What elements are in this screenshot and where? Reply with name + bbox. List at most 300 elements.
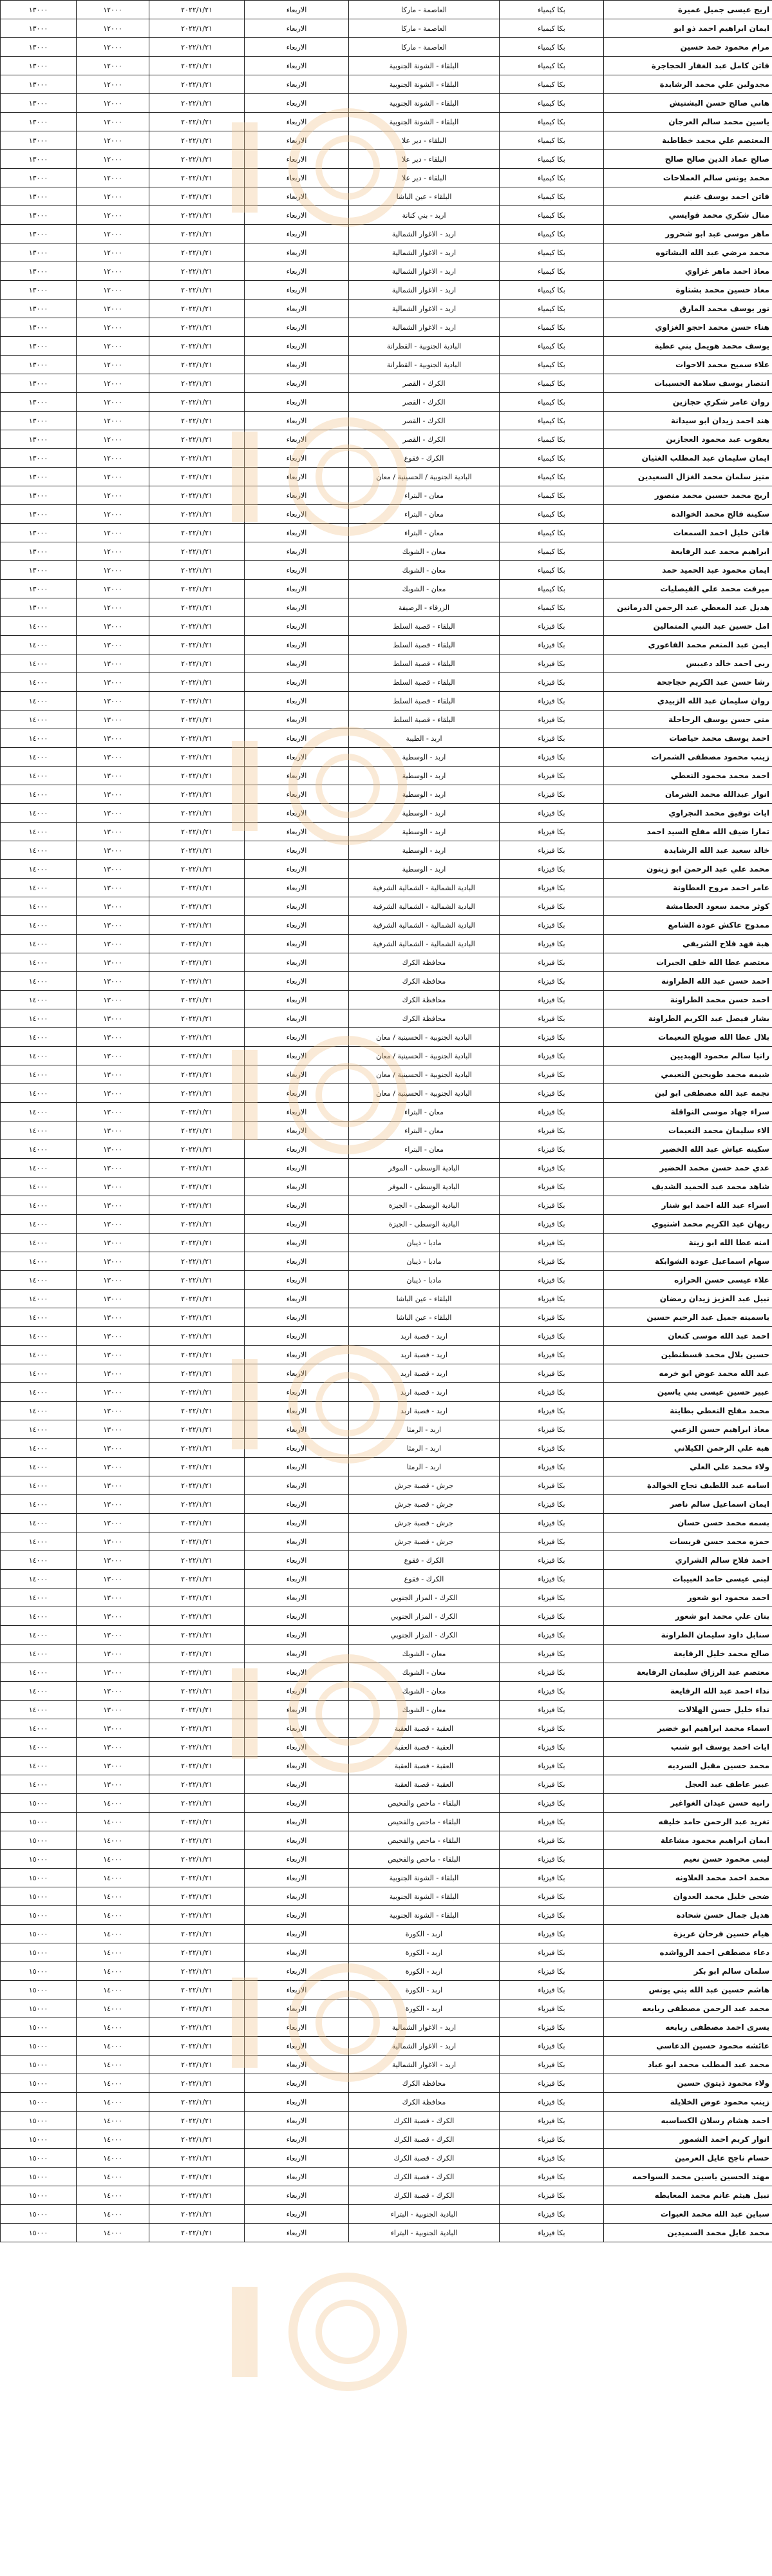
cell-start-time: ١٣٠٠٠ (77, 1196, 149, 1215)
table-row (1, 1682, 772, 1701)
cell-date: ٢٠٢٢/١/٢١ (149, 206, 245, 225)
table-row (1, 972, 772, 991)
cell-end-time: ١٣٠٠٠ (1, 318, 77, 337)
cell-subject: بكا فيزياء (500, 2130, 604, 2149)
cell-day: الاربعاء (245, 1383, 349, 1402)
cell-subject: بكا فيزياء (500, 1420, 604, 1439)
cell-date: ٢٠٢٢/١/٢١ (149, 1532, 245, 1551)
cell-name: محمد عبد المطلب محمد ابو عباد (604, 2056, 772, 2074)
cell-day: الاربعاء (245, 2224, 349, 2242)
cell-name: ايمان سليمان عبد المطلب الغثيان (604, 449, 772, 468)
cell-date: ٢٠٢٢/١/٢١ (149, 113, 245, 131)
cell-name: ولاء محمد علي العلي (604, 1458, 772, 1476)
table-row (1, 300, 772, 318)
cell-end-time: ١٤٠٠٠ (1, 1757, 77, 1775)
cell-subject: بكا فيزياء (500, 1869, 604, 1887)
table-row (1, 262, 772, 281)
cell-location: البادية الشمالية - الشمالية الشرقية (349, 879, 500, 897)
cell-end-time: ١٣٠٠٠ (1, 486, 77, 505)
cell-date: ٢٠٢٢/١/٢١ (149, 1420, 245, 1439)
cell-name: احمد فلاح سالم الشراري (604, 1551, 772, 1570)
cell-date: ٢٠٢٢/١/٢١ (149, 673, 245, 692)
cell-name: يعقوب عبد محمود العجازين (604, 430, 772, 449)
cell-start-time: ١٤٠٠٠ (77, 2168, 149, 2186)
cell-end-time: ١٥٠٠٠ (1, 1943, 77, 1962)
cell-subject: بكا كيمياء (500, 449, 604, 468)
cell-start-time: ١٣٠٠٠ (77, 1234, 149, 1252)
cell-subject: بكا فيزياء (500, 1794, 604, 1813)
cell-end-time: ١٤٠٠٠ (1, 785, 77, 804)
cell-end-time: ١٤٠٠٠ (1, 860, 77, 879)
cell-end-time: ١٤٠٠٠ (1, 1140, 77, 1159)
cell-start-time: ١٣٠٠٠ (77, 916, 149, 935)
cell-end-time: ١٤٠٠٠ (1, 1551, 77, 1570)
cell-day: الاربعاء (245, 1589, 349, 1607)
cell-date: ٢٠٢٢/١/٢١ (149, 654, 245, 673)
table-row (1, 2112, 772, 2130)
table-row (1, 1607, 772, 1626)
cell-location: البلقاء - الشونة الجنوبية (349, 1887, 500, 1906)
cell-end-time: ١٣٠٠٠ (1, 38, 77, 57)
cell-end-time: ١٥٠٠٠ (1, 1813, 77, 1831)
cell-name: عدي حمد حسن محمد الحضير (604, 1159, 772, 1178)
cell-date: ٢٠٢٢/١/٢١ (149, 580, 245, 598)
cell-day: الاربعاء (245, 1551, 349, 1570)
cell-start-time: ١٣٠٠٠ (77, 1645, 149, 1663)
cell-start-time: ١٢٠٠٠ (77, 468, 149, 486)
cell-end-time: ١٤٠٠٠ (1, 692, 77, 711)
table-row (1, 2186, 772, 2205)
cell-subject: بكا كيمياء (500, 150, 604, 169)
cell-location: مادبا - ذيبان (349, 1271, 500, 1290)
cell-name: يسرى احمد مصطفى ربابعه (604, 2018, 772, 2037)
cell-subject: بكا كيمياء (500, 206, 604, 225)
cell-end-time: ١٤٠٠٠ (1, 1364, 77, 1383)
cell-start-time: ١٢٠٠٠ (77, 187, 149, 206)
cell-start-time: ١٣٠٠٠ (77, 1607, 149, 1626)
cell-start-time: ١٣٠٠٠ (77, 1439, 149, 1458)
cell-location: معان - البتراء (349, 1103, 500, 1121)
cell-date: ٢٠٢٢/١/٢١ (149, 1589, 245, 1607)
cell-location: البادية الشمالية - الشمالية الشرقية (349, 897, 500, 916)
table-row (1, 468, 772, 486)
table-row (1, 1346, 772, 1364)
cell-day: الاربعاء (245, 169, 349, 187)
cell-day: الاربعاء (245, 113, 349, 131)
cell-start-time: ١٤٠٠٠ (77, 1831, 149, 1850)
cell-date: ٢٠٢٢/١/٢١ (149, 262, 245, 281)
table-row (1, 1925, 772, 1943)
cell-day: الاربعاء (245, 1925, 349, 1943)
cell-date: ٢٠٢٢/١/٢١ (149, 841, 245, 860)
cell-date: ٢٠٢٢/١/٢١ (149, 243, 245, 262)
cell-name: هديل جمال حسن شحادة (604, 1906, 772, 1925)
table-row (1, 1850, 772, 1869)
cell-date: ٢٠٢٢/١/٢١ (149, 356, 245, 374)
cell-name: نور يوسف محمد المارق (604, 300, 772, 318)
table-row (1, 94, 772, 113)
cell-end-time: ١٤٠٠٠ (1, 1402, 77, 1420)
table-row (1, 356, 772, 374)
table-row (1, 1420, 772, 1439)
cell-day: الاربعاء (245, 636, 349, 654)
cell-subject: بكا كيمياء (500, 262, 604, 281)
cell-name: عائشه محمود حسين الدعاسي (604, 2037, 772, 2056)
cell-date: ٢٠٢٢/١/٢١ (149, 169, 245, 187)
cell-location: العقبة - قصبة العقبة (349, 1775, 500, 1794)
cell-name: ايات توفيق محمد النجراوي (604, 804, 772, 823)
cell-name: بشار فيصل عبد الكريم الطراونة (604, 1009, 772, 1028)
cell-day: الاربعاء (245, 1495, 349, 1514)
cell-date: ٢٠٢٢/١/٢١ (149, 187, 245, 206)
cell-name: مجدولين علي محمد الرشايدة (604, 75, 772, 94)
cell-location: اربد - بني كنانة (349, 206, 500, 225)
cell-subject: بكا كيمياء (500, 113, 604, 131)
cell-location: اربد - الاغوار الشمالية (349, 281, 500, 300)
cell-location: البلقاء - الشونة الجنوبية (349, 75, 500, 94)
cell-location: البلقاء - ماحص والفحيص (349, 1850, 500, 1869)
cell-day: الاربعاء (245, 356, 349, 374)
cell-subject: بكا فيزياء (500, 1626, 604, 1645)
cell-location: البادية الجنوبية - الحسينية / معان (349, 1065, 500, 1084)
cell-name: رانيا سالم محمود الهبديين (604, 1047, 772, 1065)
cell-location: العقبة - قصبة العقبة (349, 1719, 500, 1738)
cell-day: الاربعاء (245, 243, 349, 262)
table-row (1, 1532, 772, 1551)
cell-day: الاربعاء (245, 505, 349, 524)
cell-day: الاربعاء (245, 1626, 349, 1645)
cell-start-time: ١٣٠٠٠ (77, 1252, 149, 1271)
cell-start-time: ١٢٠٠٠ (77, 169, 149, 187)
cell-name: ريهان عبد الكريم محمد اشتيوي (604, 1215, 772, 1234)
cell-subject: بكا فيزياء (500, 2112, 604, 2130)
cell-end-time: ١٥٠٠٠ (1, 2112, 77, 2130)
cell-name: هديل عبد المعطي عبد الرحمن الدرمانين (604, 598, 772, 617)
cell-subject: بكا فيزياء (500, 2205, 604, 2224)
cell-date: ٢٠٢٢/١/٢١ (149, 1757, 245, 1775)
cell-date: ٢٠٢٢/١/٢١ (149, 692, 245, 711)
cell-subject: بكا فيزياء (500, 897, 604, 916)
cell-name: علاء سميح محمد الاحوات (604, 356, 772, 374)
cell-subject: بكا فيزياء (500, 2149, 604, 2168)
cell-end-time: ١٣٠٠٠ (1, 561, 77, 580)
cell-end-time: ١٥٠٠٠ (1, 2224, 77, 2242)
cell-day: الاربعاء (245, 1290, 349, 1308)
cell-subject: بكا كيمياء (500, 318, 604, 337)
cell-location: اربد - الكورة (349, 1962, 500, 1981)
table-row (1, 542, 772, 561)
cell-end-time: ١٤٠٠٠ (1, 1626, 77, 1645)
cell-name: عبد الله محمد عوض ابو خرمه (604, 1364, 772, 1383)
cell-start-time: ١٤٠٠٠ (77, 2074, 149, 2093)
cell-day: الاربعاء (245, 337, 349, 356)
cell-location: البادية الوسطى - الجيزة (349, 1215, 500, 1234)
cell-subject: بكا فيزياء (500, 1196, 604, 1215)
cell-day: الاربعاء (245, 1065, 349, 1084)
cell-day: الاربعاء (245, 1887, 349, 1906)
cell-start-time: ١٢٠٠٠ (77, 505, 149, 524)
cell-name: معاذ ابراهيم حسن الزعبي (604, 1420, 772, 1439)
cell-date: ٢٠٢٢/١/٢١ (149, 1196, 245, 1215)
cell-date: ٢٠٢٢/١/٢١ (149, 430, 245, 449)
cell-location: اربد - الاغوار الشمالية (349, 300, 500, 318)
cell-start-time: ١٢٠٠٠ (77, 19, 149, 38)
cell-location: اربد - الرمثا (349, 1439, 500, 1458)
cell-name: اريج محمد حسين محمد منصور (604, 486, 772, 505)
cell-location: اربد - الاغوار الشمالية (349, 2018, 500, 2037)
cell-subject: بكا كيمياء (500, 505, 604, 524)
cell-day: الاربعاء (245, 841, 349, 860)
cell-start-time: ١٢٠٠٠ (77, 57, 149, 75)
cell-start-time: ١٣٠٠٠ (77, 654, 149, 673)
cell-day: الاربعاء (245, 767, 349, 785)
table-row (1, 1252, 772, 1271)
cell-end-time: ١٥٠٠٠ (1, 2205, 77, 2224)
cell-day: الاربعاء (245, 468, 349, 486)
table-row (1, 206, 772, 225)
cell-start-time: ١٣٠٠٠ (77, 1215, 149, 1234)
cell-date: ٢٠٢٢/١/٢١ (149, 2112, 245, 2130)
cell-date: ٢٠٢٢/١/٢١ (149, 1794, 245, 1813)
cell-end-time: ١٣٠٠٠ (1, 113, 77, 131)
cell-location: البلقاء - قصبة السلط (349, 636, 500, 654)
table-row (1, 748, 772, 767)
cell-name: مهند الحسين ياسين محمد السواحمه (604, 2168, 772, 2186)
table-row (1, 1196, 772, 1215)
cell-end-time: ١٥٠٠٠ (1, 1850, 77, 1869)
table-row (1, 150, 772, 169)
table-row (1, 1215, 772, 1234)
cell-day: الاربعاء (245, 1645, 349, 1663)
cell-date: ٢٠٢٢/١/٢١ (149, 505, 245, 524)
table-row (1, 1589, 772, 1607)
watermark-emblem (232, 2277, 402, 2387)
table-row (1, 2018, 772, 2037)
cell-subject: بكا فيزياء (500, 1047, 604, 1065)
cell-end-time: ١٣٠٠٠ (1, 187, 77, 206)
cell-day: الاربعاء (245, 1962, 349, 1981)
cell-end-time: ١٤٠٠٠ (1, 1663, 77, 1682)
cell-location: الكرك - فقوع (349, 1570, 500, 1589)
table-row (1, 1887, 772, 1906)
cell-location: الكرك - قصبة الكرك (349, 2130, 500, 2149)
cell-end-time: ١٤٠٠٠ (1, 1476, 77, 1495)
cell-date: ٢٠٢٢/١/٢١ (149, 2168, 245, 2186)
cell-subject: بكا كيمياء (500, 393, 604, 412)
cell-end-time: ١٥٠٠٠ (1, 2018, 77, 2037)
cell-day: الاربعاء (245, 1701, 349, 1719)
cell-subject: بكا فيزياء (500, 1701, 604, 1719)
cell-location: اربد - قصبة اربد (349, 1346, 500, 1364)
cell-start-time: ١٤٠٠٠ (77, 1962, 149, 1981)
cell-location: البلقاء - عين الباشا (349, 1308, 500, 1327)
cell-day: الاربعاء (245, 598, 349, 617)
cell-end-time: ١٤٠٠٠ (1, 841, 77, 860)
cell-day: الاربعاء (245, 2205, 349, 2224)
cell-start-time: ١٣٠٠٠ (77, 1047, 149, 1065)
cell-subject: بكا فيزياء (500, 1327, 604, 1346)
cell-subject: بكا فيزياء (500, 2074, 604, 2093)
table-row (1, 711, 772, 729)
cell-subject: بكا فيزياء (500, 1439, 604, 1458)
cell-start-time: ١٣٠٠٠ (77, 1028, 149, 1047)
cell-subject: بكا فيزياء (500, 1589, 604, 1607)
cell-end-time: ١٥٠٠٠ (1, 1869, 77, 1887)
cell-day: الاربعاء (245, 38, 349, 57)
cell-day: الاربعاء (245, 1196, 349, 1215)
cell-name: فاتن كامل عبد الغفار الحجاجرة (604, 57, 772, 75)
cell-subject: بكا فيزياء (500, 1346, 604, 1364)
table-row (1, 1943, 772, 1962)
cell-end-time: ١٤٠٠٠ (1, 1196, 77, 1215)
cell-start-time: ١٣٠٠٠ (77, 1383, 149, 1402)
cell-start-time: ١٤٠٠٠ (77, 2186, 149, 2205)
cell-location: اربد - الرمثا (349, 1458, 500, 1476)
cell-location: الكرك - قصبة الكرك (349, 2149, 500, 2168)
cell-end-time: ١٤٠٠٠ (1, 1028, 77, 1047)
cell-date: ٢٠٢٢/١/٢١ (149, 1682, 245, 1701)
cell-end-time: ١٤٠٠٠ (1, 617, 77, 636)
table-row (1, 1047, 772, 1065)
cell-date: ٢٠٢٢/١/٢١ (149, 711, 245, 729)
cell-start-time: ١٤٠٠٠ (77, 1943, 149, 1962)
cell-location: جرش - قصبة جرش (349, 1495, 500, 1514)
cell-end-time: ١٣٠٠٠ (1, 169, 77, 187)
cell-start-time: ١٤٠٠٠ (77, 2224, 149, 2242)
cell-date: ٢٠٢٢/١/٢١ (149, 1626, 245, 1645)
table-row (1, 1121, 772, 1140)
table-row (1, 953, 772, 972)
cell-end-time: ١٣٠٠٠ (1, 243, 77, 262)
cell-date: ٢٠٢٢/١/٢١ (149, 729, 245, 748)
cell-subject: بكا فيزياء (500, 692, 604, 711)
cell-end-time: ١٥٠٠٠ (1, 1831, 77, 1850)
cell-date: ٢٠٢٢/١/٢١ (149, 1925, 245, 1943)
cell-date: ٢٠٢٢/١/٢١ (149, 38, 245, 57)
cell-location: الكرك - القصر (349, 430, 500, 449)
cell-date: ٢٠٢٢/١/٢١ (149, 1140, 245, 1159)
cell-location: البادية الوسطى - الجيزة (349, 1196, 500, 1215)
table-row (1, 1, 772, 19)
cell-day: الاربعاء (245, 393, 349, 412)
cell-date: ٢٠٢٢/١/٢١ (149, 2037, 245, 2056)
cell-subject: بكا فيزياء (500, 1140, 604, 1159)
table-row (1, 561, 772, 580)
cell-date: ٢٠٢٢/١/٢١ (149, 2186, 245, 2205)
cell-end-time: ١٣٠٠٠ (1, 75, 77, 94)
cell-subject: بكا فيزياء (500, 1962, 604, 1981)
table-row (1, 1178, 772, 1196)
cell-subject: بكا كيمياء (500, 468, 604, 486)
cell-subject: بكا فيزياء (500, 841, 604, 860)
cell-name: محمد مفلح النعطي بطاينة (604, 1402, 772, 1420)
cell-subject: بكا فيزياء (500, 2168, 604, 2186)
cell-subject: بكا فيزياء (500, 1028, 604, 1047)
cell-name: شاهد محمد عبد الحميد الشديف (604, 1178, 772, 1196)
cell-end-time: ١٣٠٠٠ (1, 412, 77, 430)
cell-subject: بكا فيزياء (500, 1570, 604, 1589)
cell-subject: بكا فيزياء (500, 879, 604, 897)
cell-name: ايمان ابراهيم محمود مشاعلة (604, 1831, 772, 1850)
cell-end-time: ١٥٠٠٠ (1, 2168, 77, 2186)
cell-date: ٢٠٢٢/١/٢١ (149, 1103, 245, 1121)
cell-day: الاربعاء (245, 748, 349, 767)
cell-subject: بكا فيزياء (500, 972, 604, 991)
cell-day: الاربعاء (245, 897, 349, 916)
cell-day: الاربعاء (245, 1570, 349, 1589)
cell-name: سلمان سالم ابو بكر (604, 1962, 772, 1981)
cell-subject: بكا فيزياء (500, 1775, 604, 1794)
cell-date: ٢٠٢٢/١/٢١ (149, 1308, 245, 1327)
cell-subject: بكا فيزياء (500, 1065, 604, 1084)
cell-day: الاربعاء (245, 1402, 349, 1420)
cell-date: ٢٠٢٢/١/٢١ (149, 897, 245, 916)
cell-start-time: ١٣٠٠٠ (77, 1476, 149, 1495)
cell-subject: بكا فيزياء (500, 1719, 604, 1738)
cell-name: ولاء محمود ذيتوي حسين (604, 2074, 772, 2093)
cell-date: ٢٠٢٢/١/٢١ (149, 1495, 245, 1514)
cell-start-time: ١٢٠٠٠ (77, 337, 149, 356)
cell-day: الاربعاء (245, 1103, 349, 1121)
cell-start-time: ١٣٠٠٠ (77, 1159, 149, 1178)
cell-start-time: ١٣٠٠٠ (77, 1701, 149, 1719)
cell-end-time: ١٤٠٠٠ (1, 1682, 77, 1701)
cell-day: الاربعاء (245, 542, 349, 561)
cell-day: الاربعاء (245, 1047, 349, 1065)
cell-location: معان - الشوبك (349, 580, 500, 598)
cell-location: البادية الجنوبية - البتراء (349, 2205, 500, 2224)
cell-name: هبة فهد فلاح الشريفي (604, 935, 772, 953)
cell-end-time: ١٣٠٠٠ (1, 281, 77, 300)
cell-name: انتصار يوسف سلامة الحسيبات (604, 374, 772, 393)
table-row (1, 580, 772, 598)
cell-day: الاربعاء (245, 1121, 349, 1140)
cell-start-time: ١٣٠٠٠ (77, 1626, 149, 1645)
cell-date: ٢٠٢٢/١/٢١ (149, 524, 245, 542)
cell-subject: بكا فيزياء (500, 2224, 604, 2242)
cell-location: اربد - قصبة اربد (349, 1327, 500, 1346)
cell-start-time: ١٤٠٠٠ (77, 2205, 149, 2224)
cell-day: الاربعاء (245, 2056, 349, 2074)
cell-location: معان - الشوبك (349, 1645, 500, 1663)
cell-day: الاربعاء (245, 953, 349, 972)
cell-start-time: ١٢٠٠٠ (77, 94, 149, 113)
cell-date: ٢٠٢٢/١/٢١ (149, 542, 245, 561)
cell-end-time: ١٤٠٠٠ (1, 1009, 77, 1028)
cell-name: احمد محمد محمود النعطي (604, 767, 772, 785)
cell-end-time: ١٥٠٠٠ (1, 1794, 77, 1813)
cell-name: رانيه حسن عيدان الغواغير (604, 1794, 772, 1813)
cell-day: الاربعاء (245, 1943, 349, 1962)
cell-location: البادية الوسطى - الموقر (349, 1178, 500, 1196)
cell-subject: بكا فيزياء (500, 1476, 604, 1495)
cell-name: نبيل هيثم غانم محمد المعايطه (604, 2186, 772, 2205)
cell-name: صالح محمد خليل الرفايعة (604, 1645, 772, 1663)
cell-start-time: ١٣٠٠٠ (77, 1458, 149, 1476)
cell-location: البادية الوسطى - الموقر (349, 1159, 500, 1178)
cell-location: اربد - الوسطية (349, 860, 500, 879)
cell-end-time: ١٤٠٠٠ (1, 953, 77, 972)
cell-start-time: ١٢٠٠٠ (77, 243, 149, 262)
cell-subject: بكا فيزياء (500, 823, 604, 841)
table-row (1, 430, 772, 449)
table-row (1, 692, 772, 711)
cell-day: الاربعاء (245, 1178, 349, 1196)
cell-end-time: ١٤٠٠٠ (1, 654, 77, 673)
cell-day: الاربعاء (245, 1850, 349, 1869)
cell-name: احمد حسن محمد الطراونة (604, 991, 772, 1009)
cell-location: معان - الشوبك (349, 561, 500, 580)
